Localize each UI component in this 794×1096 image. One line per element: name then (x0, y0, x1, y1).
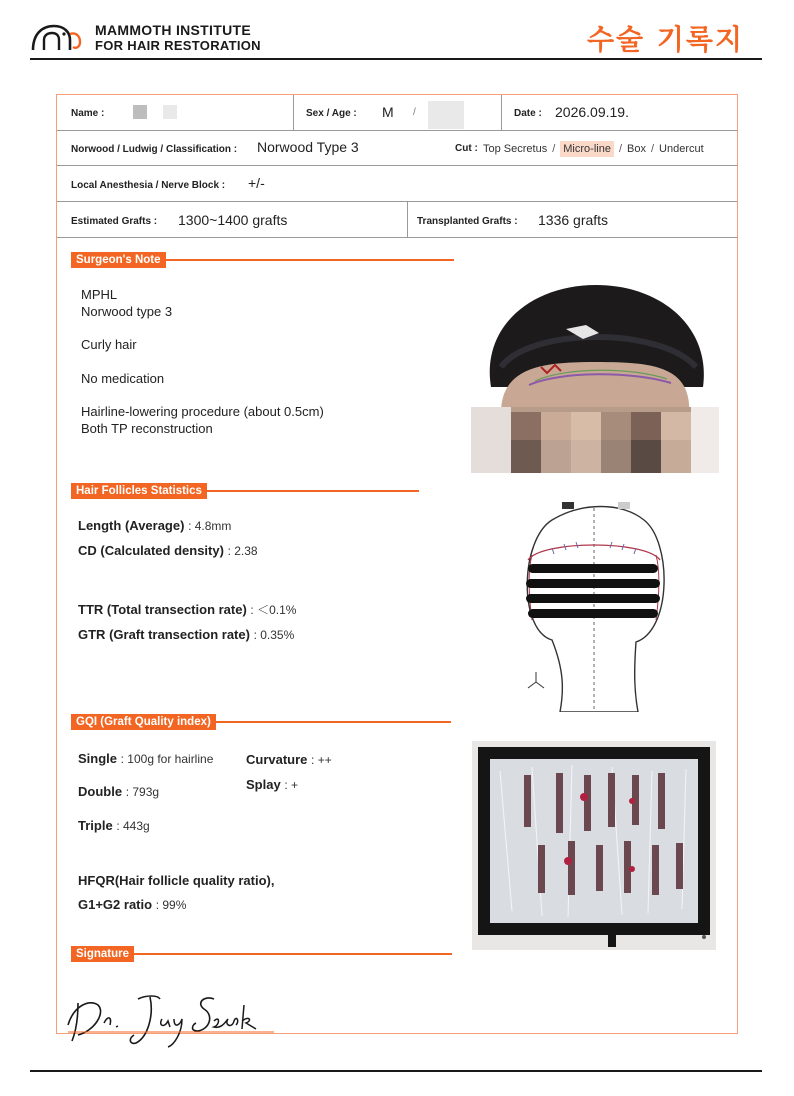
ttr-value: : ＜0.1% (250, 603, 297, 617)
signature-scribble (64, 985, 278, 1051)
logo-line2: FOR HAIR RESTORATION (95, 38, 261, 53)
row-identity (57, 95, 737, 131)
triple-label: Triple (78, 818, 113, 833)
estimated-grafts-label: Estimated Grafts : (71, 216, 158, 227)
cut-options: Top Secretus / Micro-line / Box / Undercut (483, 143, 704, 155)
hfqr-line1: HFQR(Hair follicle quality ratio), (78, 873, 275, 888)
cut-option-micro-line: Micro-line (560, 141, 614, 157)
surgeon-note-header (71, 252, 454, 268)
row-anesthesia (57, 166, 737, 202)
anesthesia-label: Local Anesthesia / Nerve Block : (71, 180, 226, 191)
note-line-medication: No medication (81, 371, 165, 386)
double-value: : 793g (125, 785, 160, 799)
stat-cd (78, 543, 258, 558)
follicle-stats-header (71, 483, 419, 499)
doctor-signature (64, 985, 278, 1056)
transplanted-grafts-cell (407, 202, 737, 237)
gtr-label: GTR (78, 627, 106, 642)
length-paren: (Average) (124, 518, 185, 533)
stat-ttr (78, 601, 296, 618)
gqi-double (78, 784, 159, 799)
institute-logo (30, 20, 290, 56)
triple-value: : 443g (116, 819, 150, 833)
splay-label: Splay (246, 777, 281, 792)
single-value: : 100g for hairline (120, 752, 214, 766)
gqi-splay (246, 777, 298, 792)
g1g2-label: G1+G2 ratio (78, 897, 153, 912)
gqi-single (78, 751, 213, 766)
length-value: : 4.8mm (188, 519, 232, 533)
sex-age-cell (293, 95, 501, 130)
scalp-diagram (512, 500, 676, 712)
gqi-g1g2 (78, 897, 186, 912)
top-divider (30, 58, 762, 60)
date-cell (501, 95, 737, 130)
single-label: Single (78, 751, 118, 766)
gqi-curvature (246, 752, 332, 767)
curvature-label: Curvature (246, 752, 308, 767)
estimated-grafts-value: 1300~1400 grafts (178, 212, 288, 228)
name-redaction (133, 105, 147, 119)
gqi-triple (78, 818, 150, 833)
cd-paren: (Calculated density) (100, 543, 224, 558)
classification-label: Norwood / Ludwig / Classification : (71, 144, 238, 155)
date-label: Date : (514, 108, 542, 119)
stat-length (78, 518, 231, 533)
anesthesia-value: +/- (248, 175, 265, 191)
signature-header (71, 946, 452, 962)
patient-hairline-photo (471, 267, 719, 473)
classification-value: Norwood Type 3 (257, 139, 359, 155)
note-line-curly: Curly hair (81, 337, 137, 352)
transplanted-grafts-label: Transplanted Grafts : (417, 216, 518, 227)
cd-value: : 2.38 (227, 544, 258, 558)
note-line-norwood: Norwood type 3 (81, 304, 173, 319)
graft-monitor-photo (472, 741, 716, 950)
sex-age-separator: / (413, 107, 416, 118)
note-line-hairline: Hairline-lowering procedure (about 0.5cm) (81, 404, 324, 419)
gqi-header (71, 714, 451, 730)
gqi-title: GQI (Graft Quality index) (71, 714, 216, 730)
double-label: Double (78, 784, 123, 799)
estimated-grafts-cell (57, 202, 407, 237)
note-line-mphl: MPHL (81, 287, 118, 302)
cut-option-undercut: Undercut (659, 143, 704, 155)
signature-title: Signature (71, 946, 134, 962)
g1g2-value: : 99% (155, 898, 187, 912)
name-label: Name : (71, 108, 105, 119)
mammoth-icon (30, 22, 88, 52)
ttr-label: TTR (78, 602, 104, 617)
surgeon-note-title: Surgeon's Note (71, 252, 166, 268)
gqi-hfqr (78, 873, 274, 888)
gtr-paren: (Graft transection rate) (109, 627, 250, 642)
age-redaction (428, 101, 464, 129)
curvature-value: : ++ (311, 753, 332, 767)
gtr-value: : 0.35% (253, 628, 295, 642)
date-value: 2026.09.19. (555, 104, 629, 120)
transplanted-grafts-value: 1336 grafts (538, 212, 609, 228)
ttr-paren: (Total transection rate) (106, 602, 247, 617)
document-title: 수술 기록지 (587, 23, 744, 56)
logo-line1: MAMMOTH INSTITUTE (95, 22, 251, 38)
name-redaction-2 (163, 105, 177, 119)
row-classification (57, 131, 737, 166)
cut-option-box: Box (627, 143, 646, 155)
sex-age-label: Sex / Age : (306, 108, 357, 119)
sex-value: M (382, 104, 394, 120)
bottom-divider (30, 1070, 762, 1072)
cut-label: Cut : (455, 143, 478, 154)
note-line-tp: Both TP reconstruction (81, 421, 213, 436)
length-label: Length (78, 518, 122, 533)
splay-value: : + (284, 778, 298, 792)
cut-option-top-secretus: Top Secretus (483, 143, 548, 155)
stat-gtr (78, 627, 294, 642)
name-cell (57, 95, 293, 130)
follicle-stats-title: Hair Follicles Statistics (71, 483, 207, 499)
row-grafts (57, 202, 737, 238)
cd-label: CD (78, 543, 97, 558)
